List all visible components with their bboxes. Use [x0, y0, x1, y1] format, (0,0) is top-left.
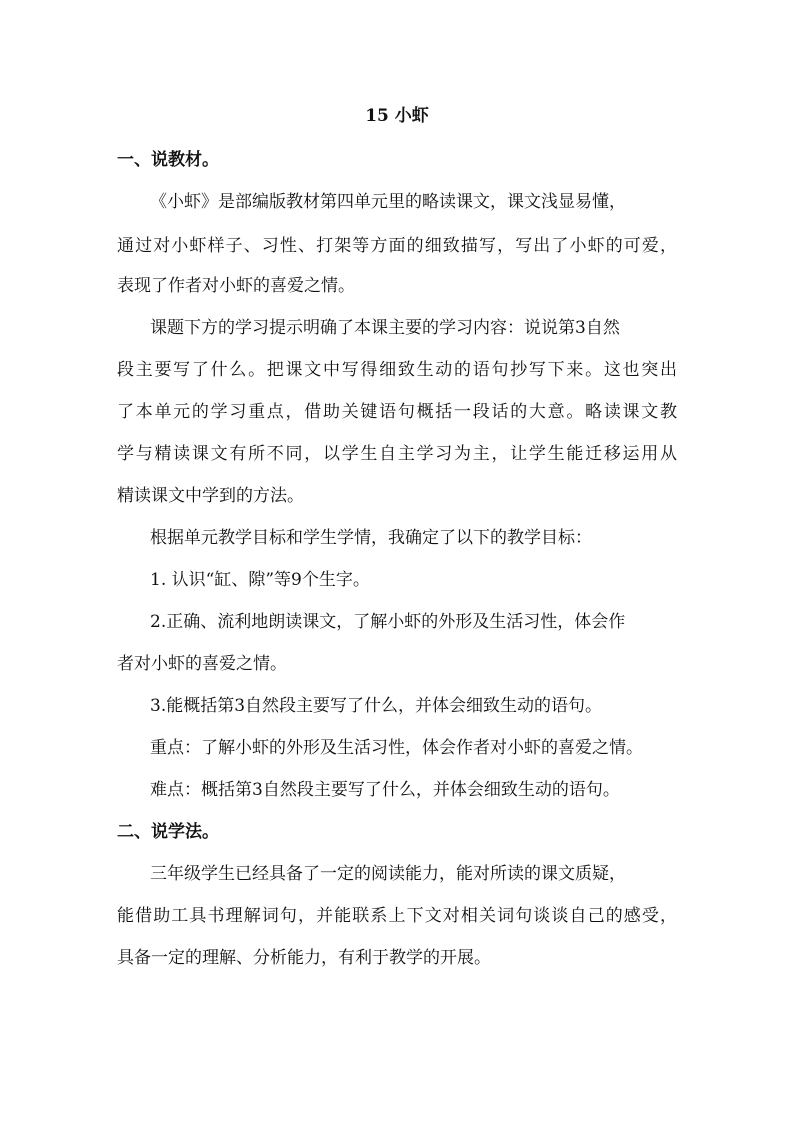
document-title: 15 小虾: [365, 106, 429, 126]
paragraph-line: 根据单元教学目标和学生学情，我确定了以下的教学目标：: [150, 528, 592, 548]
difficulty-point: 难点：概括第3自然段主要写了什么，并体会细致生动的语句。: [150, 780, 620, 800]
paragraph-line: 了本单元的学习重点，借助关键语句概括一段话的大意。略读课文教: [117, 402, 677, 422]
key-point: 重点：了解小虾的外形及生活习性，体会作者对小虾的喜爱之情。: [150, 738, 643, 758]
paragraph-line: 学与精读课文有所不同，以学生自主学习为主，让学生能迁移运用从: [117, 444, 677, 464]
teaching-goal-2: 2.正确、流利地朗读课文，了解小虾的外形及生活习性，体会作: [150, 612, 626, 632]
section-heading-method: 二、说学法。: [117, 822, 219, 842]
paragraph-line: 能借助工具书理解词句，并能联系上下文对相关词句谈谈自己的感受，: [117, 906, 677, 926]
paragraph-line: 三年级学生已经具备了一定的阅读能力，能对所读的课文质疑，: [150, 864, 626, 884]
paragraph-line: 表现了作者对小虾的喜爱之情。: [117, 276, 355, 296]
paragraph-line: 课题下方的学习提示明确了本课主要的学习内容：说说第3自然: [150, 318, 620, 338]
paragraph-line: 具备一定的理解、分析能力，有利于教学的开展。: [117, 948, 491, 968]
paragraph-line: 通过对小虾样子、习性、打架等方面的细致描写，写出了小虾的可爱，: [117, 236, 677, 256]
paragraph-line: 段主要写了什么。把课文中写得细致生动的语句抄写下来。这也突出: [117, 360, 677, 380]
paragraph-line: 精读课文中学到的方法。: [117, 486, 304, 506]
section-heading-textbook: 一、说教材。: [117, 150, 219, 170]
teaching-goal-1: 1. 认识“缸、隙”等9个生字。: [150, 570, 370, 590]
teaching-goal-2-cont: 者对小虾的喜爱之情。: [117, 654, 287, 674]
paragraph-line: 《小虾》是部编版教材第四单元里的略读课文，课文浅显易懂，: [150, 192, 626, 212]
teaching-goal-3: 3.能概括第3自然段主要写了什么，并体会细致生动的语句。: [150, 696, 603, 716]
